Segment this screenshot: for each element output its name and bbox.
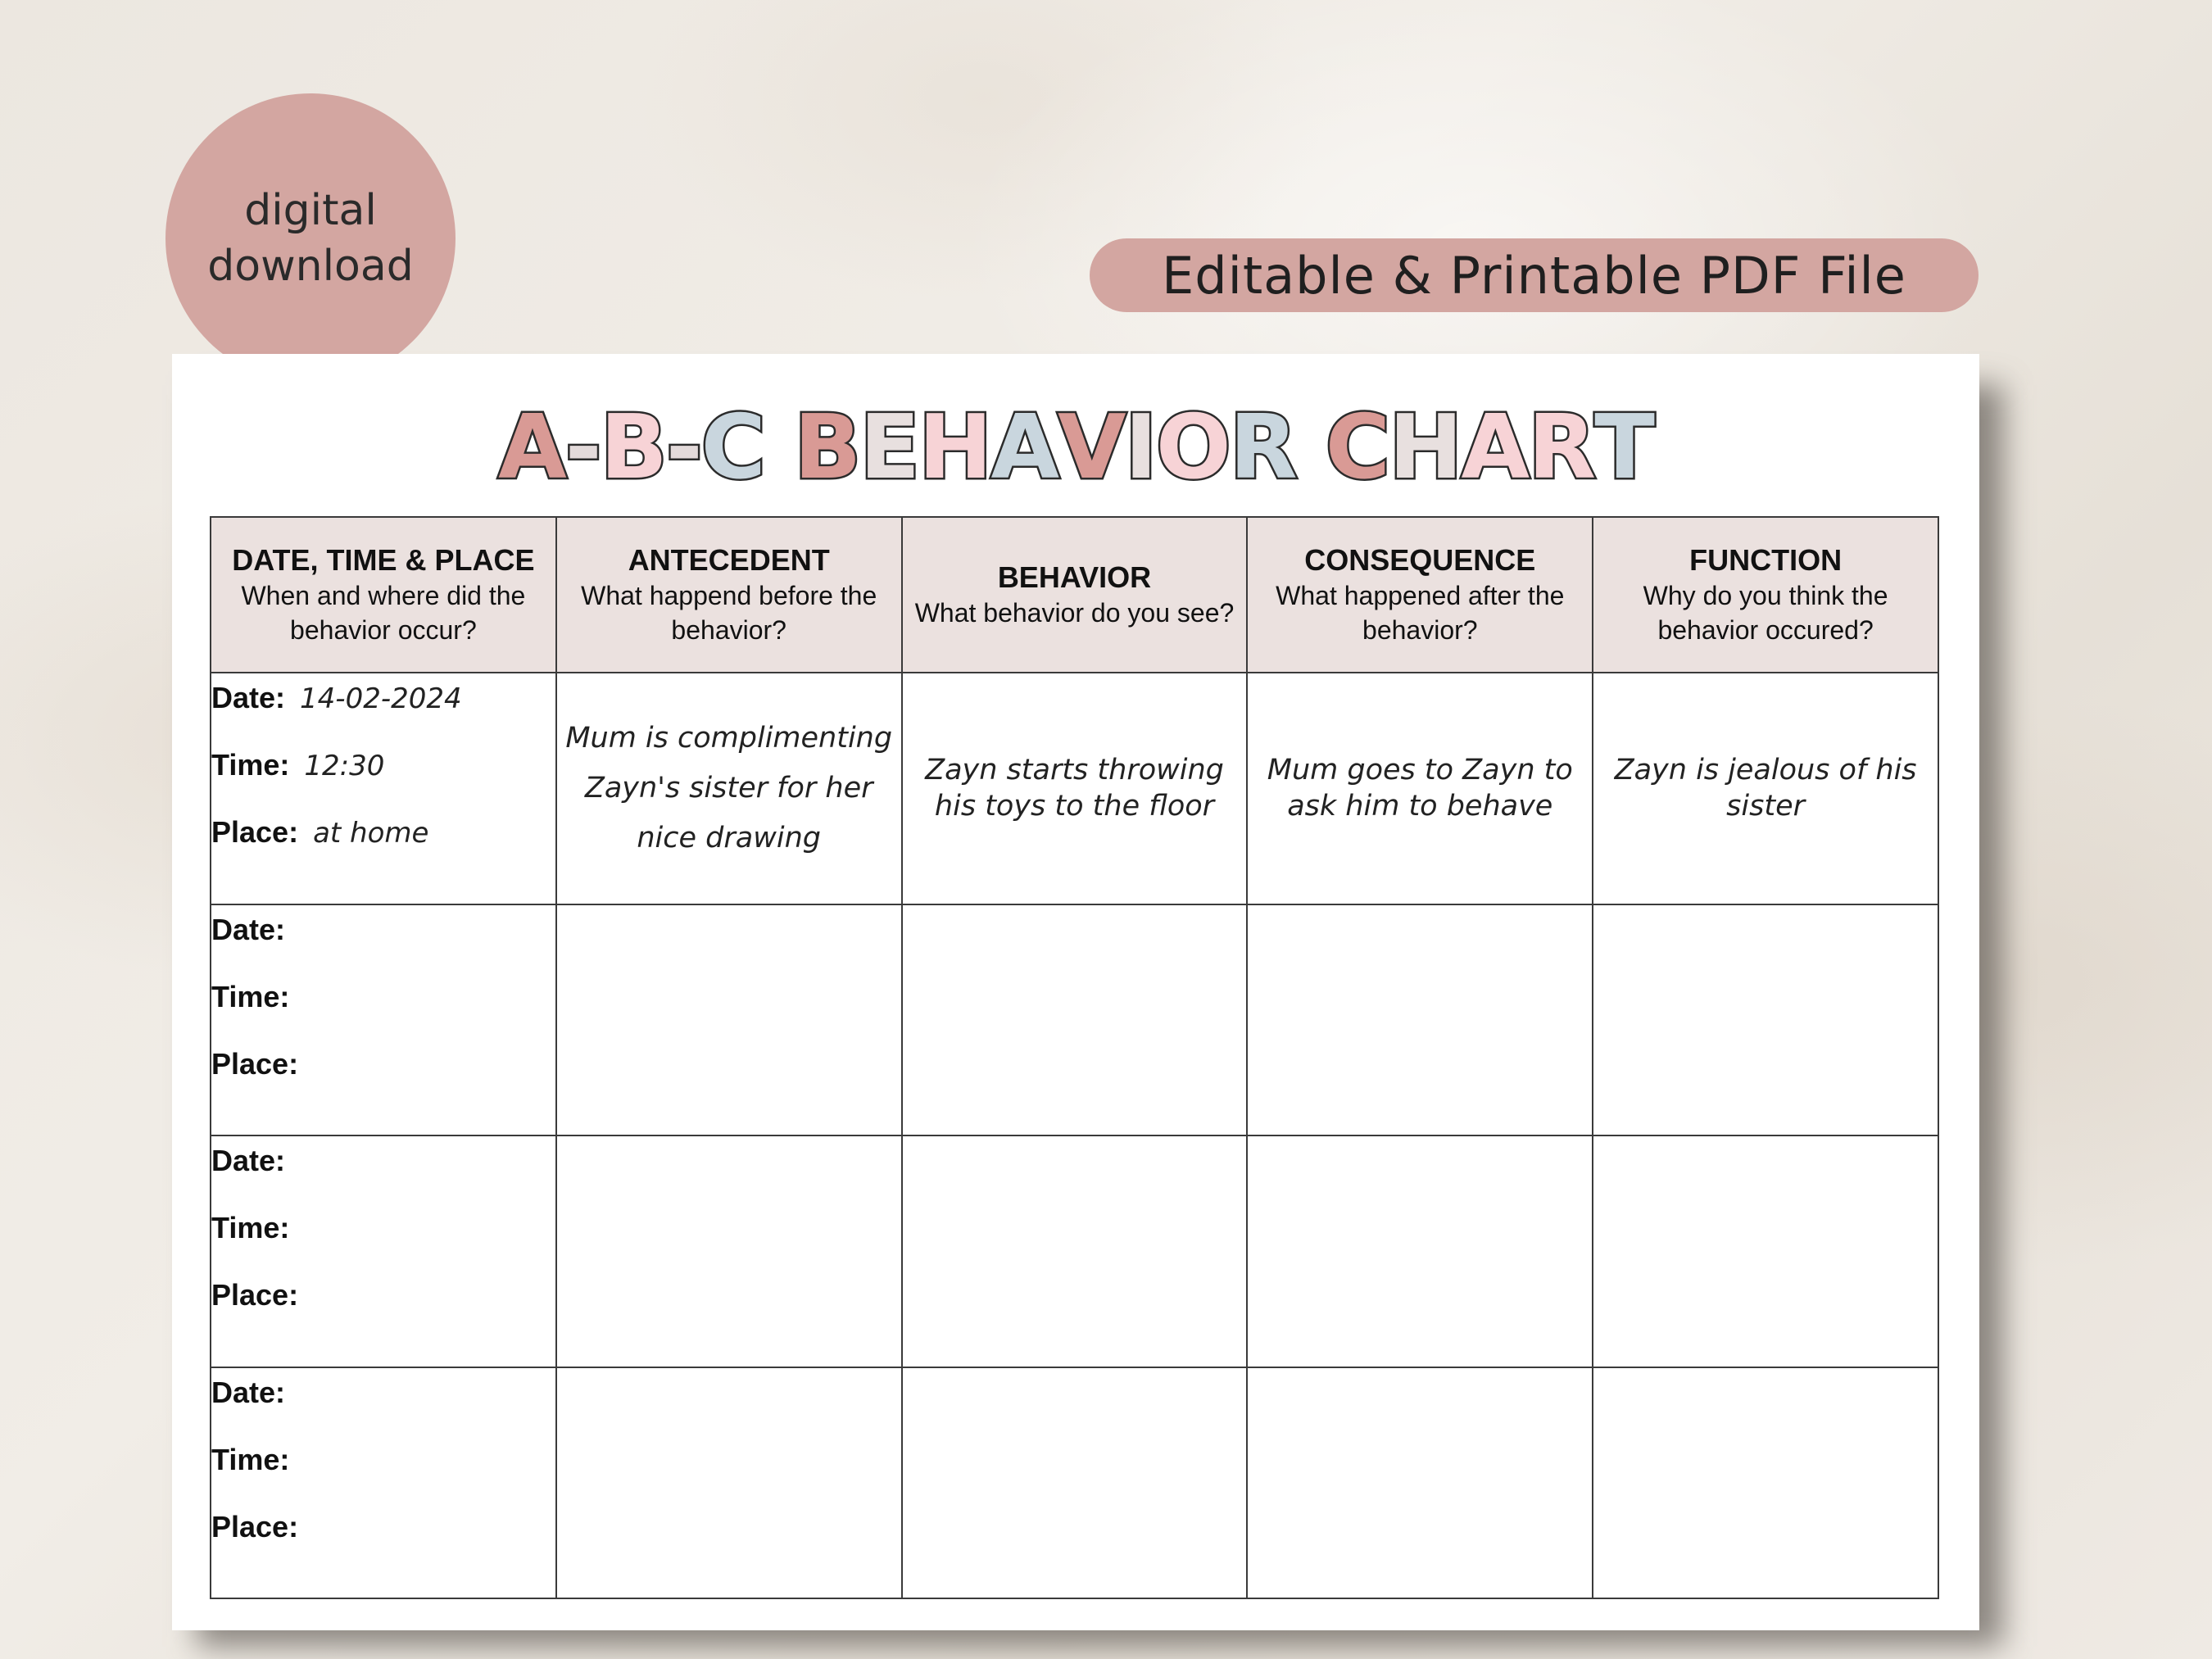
title-letter: R (1528, 397, 1595, 499)
file-type-banner (1090, 238, 1979, 312)
place-label: Place: (211, 1278, 299, 1312)
title-letter: C (1325, 397, 1389, 499)
title-letter: O (1155, 397, 1230, 499)
behavior-cell[interactable] (902, 904, 1248, 1136)
date-line (211, 1368, 555, 1435)
date-time-place-cell[interactable] (211, 673, 556, 904)
header-behavior (902, 517, 1248, 673)
time-line (211, 1435, 555, 1503)
time-line (211, 1203, 555, 1271)
consequence-cell[interactable] (1247, 1367, 1593, 1599)
title-letter: C (700, 397, 764, 499)
header-subtitle: What behavior do you see? (914, 598, 1235, 628)
date-time-place-cell[interactable] (211, 904, 556, 1136)
consequence-cell[interactable] (1247, 1135, 1593, 1367)
title-letter: R (1229, 397, 1296, 499)
title-letter: B (793, 397, 860, 499)
behavior-cell[interactable]: Zayn starts throwing his toys to the floor (902, 673, 1248, 904)
banner-text: Editable & Printable PDF File (1162, 245, 1906, 306)
title-letter: A (498, 397, 565, 499)
title-letter: H (918, 397, 991, 499)
header-consequence (1247, 517, 1593, 673)
behavior-cell[interactable] (902, 1135, 1248, 1367)
behavior-cell[interactable] (902, 1367, 1248, 1599)
header-subtitle: What happend before the behavior? (581, 581, 877, 645)
title-letter: B (600, 397, 666, 499)
place-label: Place: (211, 1046, 299, 1081)
title-letter: A (1461, 397, 1529, 499)
date-line (211, 905, 555, 972)
antecedent-cell[interactable] (556, 1367, 902, 1599)
time-label: Time: (211, 979, 290, 1013)
time-line (211, 741, 555, 808)
place-line (211, 1503, 555, 1570)
date-value[interactable]: 14-02-2024 (300, 682, 462, 715)
date-label: Date: (211, 1375, 286, 1409)
title-letter: E (859, 397, 919, 499)
header-antecedent (556, 517, 902, 673)
date-label: Date: (211, 912, 286, 946)
place-label: Place: (211, 815, 299, 849)
header-title: FUNCTION (1689, 543, 1843, 577)
place-line (211, 808, 555, 875)
antecedent-cell[interactable] (556, 1135, 902, 1367)
header-title: DATE, TIME & PLACE (232, 543, 535, 577)
antecedent-cell[interactable] (556, 904, 902, 1136)
header-function (1593, 517, 1938, 673)
chart-title (172, 397, 1979, 499)
date-label: Date: (211, 681, 286, 714)
time-label: Time: (211, 1442, 290, 1476)
header-subtitle: Why do you think the behavior occured? (1643, 581, 1888, 645)
worksheet-page (172, 354, 1979, 1630)
function-cell[interactable]: Zayn is jealous of his sister (1593, 673, 1938, 904)
date-label: Date: (211, 1144, 286, 1177)
header-row (211, 517, 1938, 673)
date-time-place-cell[interactable] (211, 1135, 556, 1367)
place-line (211, 1271, 555, 1338)
place-value[interactable]: at home (313, 817, 429, 850)
title-letter: - (665, 397, 701, 499)
title-letter: T (1594, 397, 1653, 499)
digital-download-badge (165, 93, 456, 383)
title-letter: H (1389, 397, 1462, 499)
header-subtitle: What happened after the behavior? (1276, 581, 1565, 645)
behavior-table (210, 516, 1939, 1599)
header-title: ANTECEDENT (628, 543, 830, 577)
title-letter: - (564, 397, 601, 499)
antecedent-cell[interactable]: Mum is complimenting Zayn's sister for her nice drawing (556, 673, 902, 904)
consequence-cell[interactable]: Mum goes to Zayn to ask him to behave (1247, 673, 1593, 904)
date-line (211, 673, 555, 741)
place-label: Place: (211, 1509, 299, 1543)
date-line (211, 1136, 555, 1203)
time-line (211, 972, 555, 1040)
header-date-time-place (211, 517, 556, 673)
title-letter: A (990, 397, 1058, 499)
badge-line-2: download (207, 242, 414, 291)
consequence-cell[interactable] (1247, 904, 1593, 1136)
time-value[interactable]: 12:30 (304, 750, 385, 782)
time-label: Time: (211, 1211, 290, 1244)
header-subtitle: When and where did the behavior occur? (241, 581, 526, 645)
table-row (211, 1367, 1938, 1599)
table-row (211, 904, 1938, 1136)
header-title: BEHAVIOR (997, 560, 1152, 594)
table-row (211, 1135, 1938, 1367)
title-letter: V (1058, 397, 1125, 499)
function-cell[interactable] (1593, 1135, 1938, 1367)
time-label: Time: (211, 748, 290, 782)
function-cell[interactable] (1593, 1367, 1938, 1599)
badge-line-1: digital (244, 186, 377, 235)
table-row (211, 673, 1938, 904)
header-title: CONSEQUENCE (1304, 543, 1536, 577)
title-letter: I (1124, 397, 1156, 499)
place-line (211, 1040, 555, 1107)
date-time-place-cell[interactable] (211, 1367, 556, 1599)
function-cell[interactable] (1593, 904, 1938, 1136)
